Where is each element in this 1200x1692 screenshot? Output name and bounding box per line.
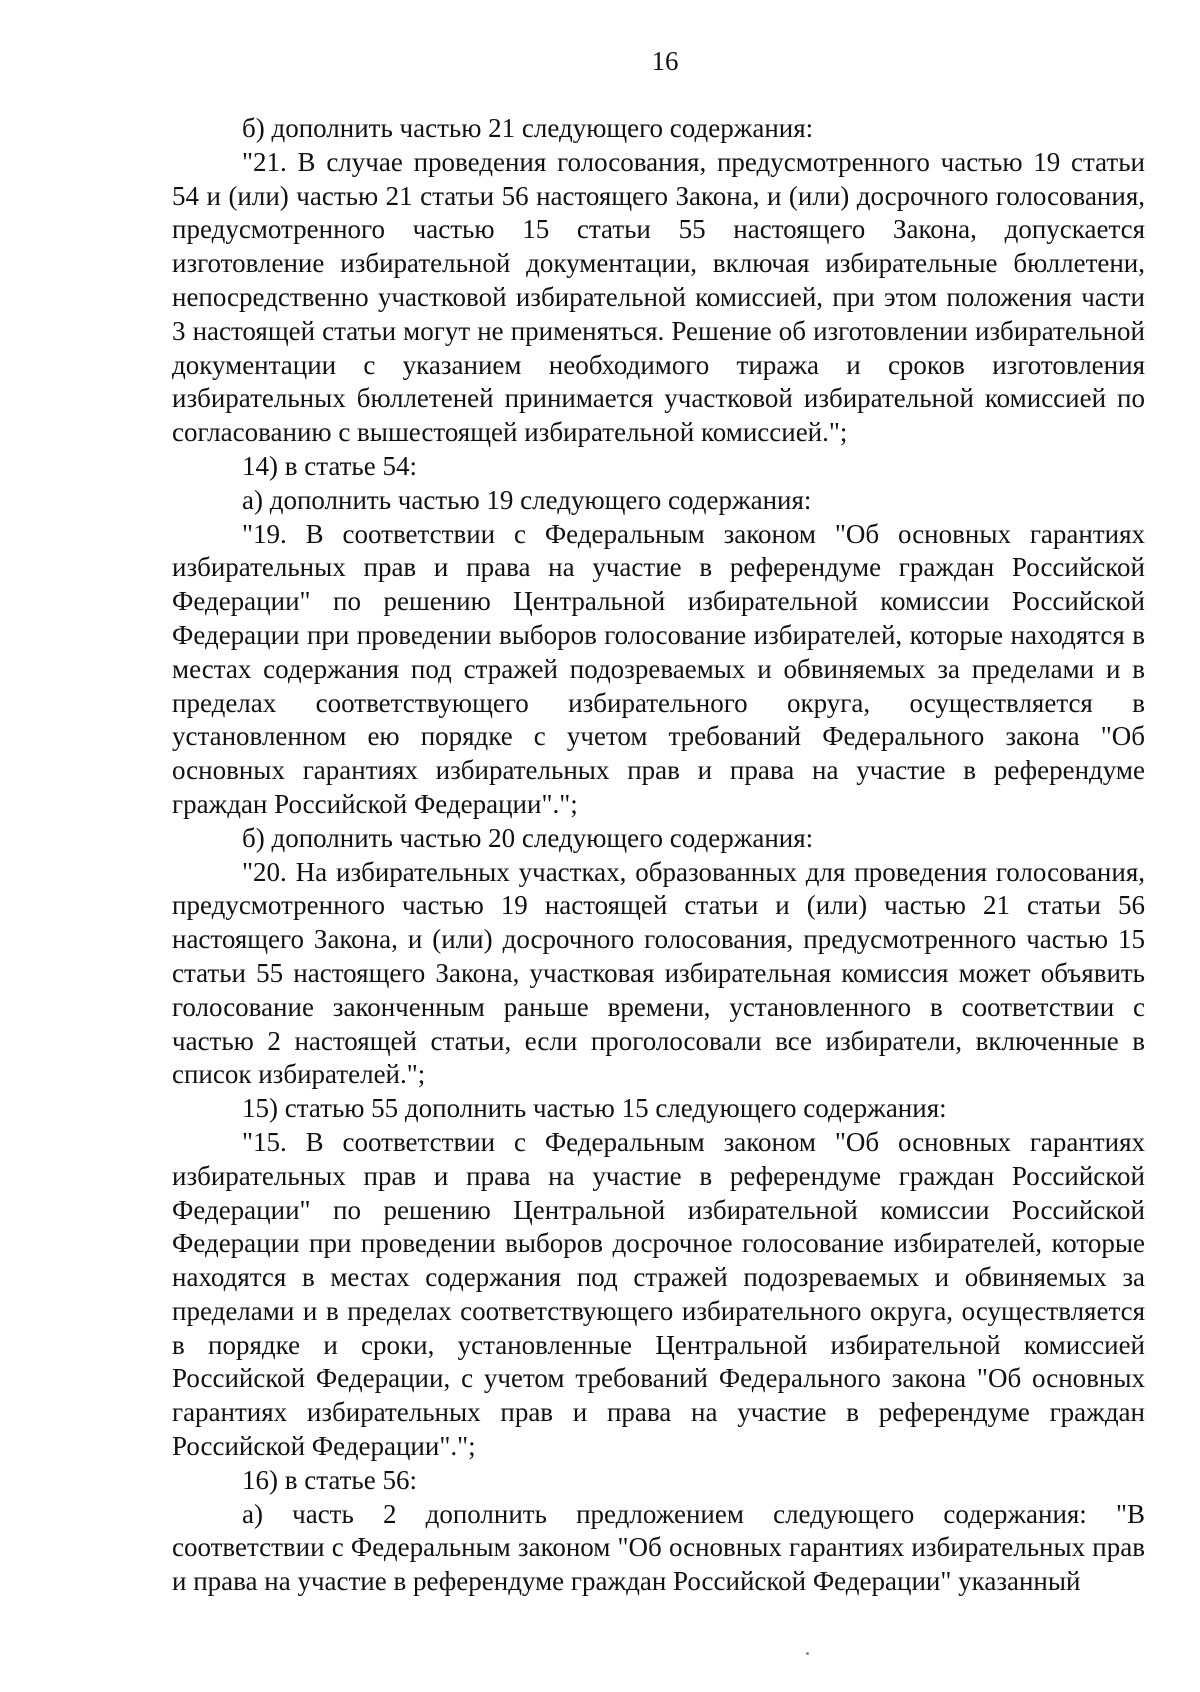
paragraph-item-15: 15) статью 55 дополнить частью 15 следующего содержания: — [242, 1093, 947, 1124]
paragraph-part-20-text: "20. На избирательных участках, образованных для проведения голосования, предусмотренного частью 19 настоящей статьи и (или) частью 21 статьи 56 настоящего Закона, и (или) досрочного голосования, предусмотренного частью 15 статьи 55 настоящего Закона, участковая избирательная комиссия может объявить голосование законченным раньше времени, установленного в соответствии с частью 2 настоящей статьи, если проголосовали все избиратели, включенные в список избирателей."; — [172, 856, 1145, 1090]
paragraph-part-21-text: "21. В случае проведения голосования, предусмотренного частью 19 статьи 54 и (или) частью 21 статьи 56 настоящего Закона, и (или) досрочного голосования, предусмотренного частью 15 статьи 55 настоящего Закона, допускается изготовление избирательной документации, включая избирательные бюллетени, непосредственно участковой избирательной комиссией, при этом положения части 3 настоящей статьи могут не применяться. Решение об изготовлении избирательной документации с указанием необходимого тиража и сроков изготовления избирательных бюллетеней принимается участковой избирательной комиссией по согласованию с вышестоящей избирательной комиссией."; — [172, 146, 1145, 448]
document-body — [172, 112, 1145, 1599]
paragraph-amendment-b-part-21: б) дополнить частью 21 следующего содержания: — [242, 113, 814, 143]
scan-speck — [806, 1652, 809, 1655]
paragraph-part-15-text: "15. В соответствии с Федеральным законом "Об основных гарантиях избирательных прав и права на участие в референдуме граждан Российской Федерации" по решению Центральной избирательной комиссии Российской Федерации при проведении выборов досрочное голосование избирателей, которые находятся в местах содержания под стражей подозреваемых и обвиняемых за пределами и в пределах соответствующего избирательного округа, осуществляется в порядке и сроки, установленные Центральной избирательной комиссией Российской Федерации, с учетом требований Федерального закона "Об основных гарантиях избирательных прав и права на участие в референдуме граждан Российской Федерации"."; — [172, 1126, 1145, 1462]
paragraph-item-16: 16) в статье 56: — [242, 1464, 417, 1495]
paragraph-amendment-b-part-20: б) дополнить частью 20 следующего содержания: — [242, 822, 814, 853]
paragraph-amendment-a-part-19: а) дополнить частью 19 следующего содержания: — [242, 484, 812, 515]
paragraph-amendment-a-part-2: а) часть 2 дополнить предложением следующего содержания: "В соответствии с Федеральным законом "Об основных гарантиях избирательных прав и права на участие в референдуме граждан Российской Федерации" указанный — [172, 1498, 1145, 1597]
paragraph-item-14: 14) в статье 54: — [242, 450, 417, 481]
page-number: 16 — [651, 46, 679, 76]
paragraph-part-19-text: "19. В соответствии с Федеральным законом "Об основных гарантиях избирательных прав и права на участие в референдуме граждан Российской Федерации" по решению Центральной избирательной комиссии Российской Федерации при проведении выборов голосование избирателей, которые находятся в местах содержания под стражей подозреваемых и обвиняемых за пределами и в пределах соответствующего избирательного округа, осуществляется в установленном ею порядке с учетом требований Федерального закона "Об основных гарантиях избирательных прав и права на участие в референдуме граждан Российской Федерации"."; — [172, 518, 1145, 819]
